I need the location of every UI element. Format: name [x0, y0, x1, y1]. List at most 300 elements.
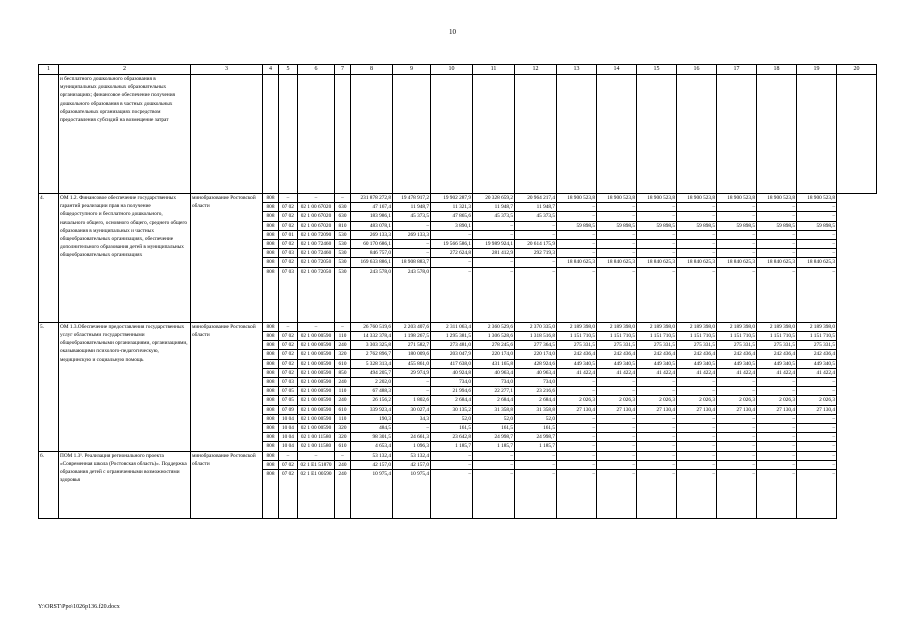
amount-cell: –	[677, 230, 717, 239]
code-cell: 810	[335, 221, 351, 230]
amount-cell: 2 189 398,0	[717, 322, 757, 331]
amount-cell: –	[557, 470, 597, 519]
code-cell: 808	[263, 396, 279, 405]
column-number: 13	[557, 65, 597, 75]
column-number: 10	[431, 65, 473, 75]
amount-cell: 734,0	[515, 378, 557, 387]
amount-cell: 5 328 313,4	[351, 359, 393, 368]
amount-cell: 428 924,6	[515, 359, 557, 368]
amount-cell: 41 422,4	[597, 368, 637, 377]
amount-cell: –	[677, 267, 717, 322]
amount-cell: 40 963,4	[473, 368, 515, 377]
amount-cell: –	[757, 249, 797, 258]
code-cell: –	[279, 322, 298, 331]
amount-cell: –	[637, 414, 677, 423]
code-cell: 07 02	[279, 258, 298, 267]
code-cell: 808	[263, 387, 279, 396]
amount-cell: –	[557, 433, 597, 442]
executor: минобразование Ростовской области	[191, 194, 263, 323]
amount-cell: 47 167,4	[351, 203, 393, 212]
amount-cell: 494 205,7	[351, 368, 393, 377]
code-cell: 610	[335, 359, 351, 368]
amount-cell: 243 578,0	[351, 267, 393, 322]
amount-cell: 19 902 287,9	[431, 194, 473, 203]
amount-cell: –	[717, 433, 757, 442]
amount-cell: –	[677, 414, 717, 423]
code-cell: 02 1 00 00590	[298, 368, 335, 377]
amount-cell: 449 340,5	[597, 359, 637, 368]
amount-cell: –	[473, 470, 515, 519]
amount-cell: –	[677, 212, 717, 221]
amount-cell: –	[677, 378, 717, 387]
code-cell: 808	[263, 359, 279, 368]
amount-cell: 4 653,4	[351, 442, 393, 451]
amount-cell: 269 133,3	[351, 230, 393, 239]
empty-cell	[837, 75, 877, 194]
amount-cell: 483 078,1	[351, 221, 393, 230]
code-cell: 02 1 00 00590	[298, 341, 335, 350]
amount-cell: –	[637, 203, 677, 212]
amount-cell: 449 340,5	[717, 359, 757, 368]
amount-cell: –	[473, 230, 515, 239]
amount-cell: 2 026,3	[637, 396, 677, 405]
code-cell: 808	[263, 442, 279, 451]
code-cell: 808	[263, 322, 279, 331]
amount-cell: –	[717, 240, 757, 249]
amount-cell: –	[717, 451, 757, 460]
amount-cell: –	[677, 240, 717, 249]
amount-cell: –	[637, 442, 677, 451]
empty-cell	[717, 75, 757, 194]
amount-cell: –	[557, 424, 597, 433]
code-cell: 02 1 00 00590	[298, 378, 335, 387]
code-cell: 530	[335, 267, 351, 322]
amount-cell: 18 840 625,3	[717, 258, 757, 267]
amount-cell: 734,0	[431, 378, 473, 387]
amount-cell: 52,0	[431, 414, 473, 423]
amount-cell: –	[757, 414, 797, 423]
amount-cell: 281 412,9	[473, 249, 515, 258]
code-cell: 530	[335, 230, 351, 239]
amount-cell: –	[473, 267, 515, 322]
amount-cell: –	[637, 433, 677, 442]
amount-cell: 2 762 896,7	[351, 350, 393, 359]
amount-cell: –	[717, 249, 757, 258]
amount-cell: –	[757, 267, 797, 322]
amount-cell: 2 684,4	[473, 396, 515, 405]
amount-cell: –	[797, 433, 837, 442]
amount-cell: –	[597, 240, 637, 249]
code-cell: 808	[263, 451, 279, 460]
code-cell: 808	[263, 194, 279, 203]
amount-cell: 242 436,4	[677, 350, 717, 359]
code-cell: 808	[263, 240, 279, 249]
amount-cell: 2 189 398,0	[677, 322, 717, 331]
code-cell: 808	[263, 368, 279, 377]
amount-cell: –	[515, 267, 557, 322]
amount-cell: –	[717, 387, 757, 396]
amount-cell: 30 027,4	[393, 405, 431, 414]
amount-cell: 1 151 710,5	[677, 332, 717, 341]
amount-cell: 27 130,4	[557, 405, 597, 414]
footer-path: Y:\ORST\Ppo\1026p136.f20.docx	[38, 604, 120, 610]
amount-cell: 45 373,5	[393, 212, 431, 221]
amount-cell: 18 900 523,8	[637, 194, 677, 203]
amount-cell: 18 840 625,3	[597, 258, 637, 267]
code-cell: –	[298, 322, 335, 331]
code-cell: 07 02	[279, 203, 298, 212]
measure-title: ОМ 1.3.Обеспечение предоставления государственных услуг областными государственными общеобразовательными организациями, организациями, оказывающими психолого-педагогическую, медицинскую и социальную помощь	[59, 322, 191, 451]
amount-cell: –	[757, 387, 797, 396]
amount-cell: –	[757, 378, 797, 387]
amount-cell: 220 174,0	[515, 350, 557, 359]
code-cell: 110	[335, 414, 351, 423]
amount-cell: –	[597, 424, 637, 433]
amount-cell: 41 422,4	[717, 368, 757, 377]
amount-cell: 11 948,7	[515, 203, 557, 212]
row-number: 4.	[39, 194, 59, 323]
empty-cell	[431, 75, 473, 194]
amount-cell: 19 478 917,2	[393, 194, 431, 203]
column-number: 16	[677, 65, 717, 75]
code-cell: 240	[335, 378, 351, 387]
amount-cell: –	[757, 240, 797, 249]
amount-cell: 98 301,5	[351, 433, 393, 442]
amount-cell: 20 328 659,2	[473, 194, 515, 203]
amount-cell: 34,3	[393, 414, 431, 423]
amount-cell: –	[393, 378, 431, 387]
amount-cell: 29 974,9	[393, 368, 431, 377]
amount-cell: –	[515, 460, 557, 469]
amount-cell: –	[557, 387, 597, 396]
amount-cell: –	[431, 267, 473, 322]
amount-cell: 27 130,4	[677, 405, 717, 414]
amount-cell: 1 096,3	[393, 442, 431, 451]
code-cell: 808	[263, 221, 279, 230]
amount-cell: 431 165,8	[473, 359, 515, 368]
amount-cell: –	[717, 203, 757, 212]
amount-cell: –	[717, 470, 757, 519]
amount-cell: 275 331,5	[717, 341, 757, 350]
amount-cell: 24 661,3	[393, 433, 431, 442]
column-number: 17	[717, 65, 757, 75]
amount-cell: –	[797, 240, 837, 249]
amount-cell: 18 840 625,3	[677, 258, 717, 267]
amount-cell: 59 898,5	[637, 221, 677, 230]
amount-cell: 18 840 625,3	[757, 258, 797, 267]
executor: минобразование Ростовской области	[191, 451, 263, 519]
amount-cell: 53 132,4	[351, 451, 393, 460]
amount-cell: –	[473, 460, 515, 469]
code-cell: 02 1 00 00590	[298, 424, 335, 433]
amount-cell: –	[637, 230, 677, 239]
amount-cell: 2 189 398,0	[557, 322, 597, 331]
amount-cell: 449 340,5	[637, 359, 677, 368]
code-cell: 808	[263, 258, 279, 267]
amount-cell: 20 614 175,9	[515, 240, 557, 249]
amount-cell: –	[393, 240, 431, 249]
amount-cell: –	[797, 470, 837, 519]
amount-cell: 2 684,4	[431, 396, 473, 405]
amount-cell: 11 321,3	[431, 203, 473, 212]
amount-cell: 455 861,0	[393, 359, 431, 368]
amount-cell: 1 151 710,5	[717, 332, 757, 341]
amount-cell: 275 331,5	[597, 341, 637, 350]
amount-cell: –	[757, 203, 797, 212]
amount-cell: 45 373,5	[473, 212, 515, 221]
code-cell: –	[335, 194, 351, 203]
amount-cell: 242 436,4	[757, 350, 797, 359]
amount-cell: –	[473, 258, 515, 267]
code-cell: 610	[335, 405, 351, 414]
code-cell: 610	[335, 442, 351, 451]
code-cell: –	[279, 194, 298, 203]
code-cell: 320	[335, 433, 351, 442]
code-cell: 10 04	[279, 433, 298, 442]
amount-cell: –	[677, 442, 717, 451]
amount-cell: –	[557, 414, 597, 423]
amount-cell: 14 332 378,4	[351, 332, 393, 341]
code-cell: 240	[335, 460, 351, 469]
code-cell: 02 1 Е1 00590	[298, 470, 335, 519]
code-cell: 02 1 00 00590	[298, 387, 335, 396]
amount-cell: –	[757, 442, 797, 451]
amount-cell: 59 898,5	[717, 221, 757, 230]
amount-cell: –	[557, 249, 597, 258]
amount-cell: 275 331,5	[677, 341, 717, 350]
amount-cell: –	[431, 451, 473, 460]
code-cell: 530	[335, 258, 351, 267]
code-cell: 808	[263, 470, 279, 519]
amount-cell: –	[431, 460, 473, 469]
column-number: 11	[473, 65, 515, 75]
amount-cell: 59 898,5	[597, 221, 637, 230]
code-cell: 808	[263, 212, 279, 221]
amount-cell: 161,5	[473, 424, 515, 433]
code-cell: 07 03	[279, 267, 298, 322]
amount-cell: –	[557, 212, 597, 221]
empty-cell	[473, 75, 515, 194]
code-cell: 07 02	[279, 212, 298, 221]
code-cell: 808	[263, 267, 279, 322]
amount-cell: 41 422,4	[557, 368, 597, 377]
code-cell: 02 1 00 72050	[298, 267, 335, 322]
amount-cell: 203 047,9	[431, 350, 473, 359]
amount-cell: –	[515, 451, 557, 460]
amount-cell: 59 898,5	[557, 221, 597, 230]
code-cell: 808	[263, 203, 279, 212]
amount-cell: –	[757, 424, 797, 433]
amount-cell: –	[677, 470, 717, 519]
amount-cell: 18 900 523,8	[677, 194, 717, 203]
amount-cell: 242 436,4	[717, 350, 757, 359]
amount-cell: 846 757,0	[351, 249, 393, 258]
amount-cell: 2 026,3	[757, 396, 797, 405]
amount-cell: 273 481,0	[431, 341, 473, 350]
amount-cell: 277 364,5	[515, 341, 557, 350]
amount-cell: 11 948,7	[393, 203, 431, 212]
amount-cell: 2 189 398,0	[797, 322, 837, 331]
amount-cell: –	[717, 212, 757, 221]
code-cell: 02 1 00 00590	[298, 414, 335, 423]
amount-cell: 47 865,6	[431, 212, 473, 221]
code-cell: –	[335, 322, 351, 331]
amount-cell: 18 900 523,8	[757, 194, 797, 203]
empty-cell	[393, 75, 431, 194]
code-cell: 07 02	[279, 332, 298, 341]
code-cell: 07 02	[279, 350, 298, 359]
column-number: 12	[515, 65, 557, 75]
amount-cell: –	[557, 451, 597, 460]
amount-cell: –	[473, 451, 515, 460]
amount-cell: 1 151 710,5	[557, 332, 597, 341]
carryover-text: и бесплатного дошкольного образования в муниципальных дошкольных образовательных организациях; финансовое обеспечение получения дошкольного образования в частных дошкольных образовательных организациях посредством предоставления субсидий на возмещение затрат	[59, 75, 191, 194]
code-cell: 630	[335, 212, 351, 221]
empty-cell	[515, 75, 557, 194]
amount-cell: –	[677, 249, 717, 258]
code-cell: 10 04	[279, 442, 298, 451]
code-cell: 808	[263, 249, 279, 258]
amount-cell: –	[515, 221, 557, 230]
code-cell: 02 1 00 00590	[298, 359, 335, 368]
amount-cell: –	[431, 230, 473, 239]
amount-cell: 53 132,4	[393, 451, 431, 460]
amount-cell: –	[637, 451, 677, 460]
amount-cell: 27 130,4	[797, 405, 837, 414]
amount-cell: 2 026,3	[797, 396, 837, 405]
amount-cell: 161,5	[515, 424, 557, 433]
amount-cell: 18 840 625,3	[637, 258, 677, 267]
code-cell: 808	[263, 460, 279, 469]
code-cell: 07 02	[279, 460, 298, 469]
amount-cell: –	[597, 267, 637, 322]
amount-cell: 59 898,5	[677, 221, 717, 230]
amount-cell: –	[797, 267, 837, 322]
code-cell: –	[335, 451, 351, 460]
amount-cell: –	[757, 451, 797, 460]
amount-cell: –	[717, 424, 757, 433]
empty-cell	[637, 75, 677, 194]
amount-cell: –	[557, 203, 597, 212]
amount-cell: –	[557, 267, 597, 322]
amount-cell: 271 582,7	[393, 341, 431, 350]
amount-cell: 1 185,7	[515, 442, 557, 451]
amount-cell: –	[637, 387, 677, 396]
amount-cell: 243 578,0	[393, 267, 431, 322]
code-cell: 808	[263, 405, 279, 414]
amount-cell: –	[797, 424, 837, 433]
code-cell: 808	[263, 341, 279, 350]
amount-cell: 40 924,8	[431, 368, 473, 377]
code-cell: 02 1 00 00590	[298, 350, 335, 359]
column-number: 7	[335, 65, 351, 75]
amount-cell: 1 151 710,5	[597, 332, 637, 341]
column-number: 19	[797, 65, 837, 75]
column-number: 8	[351, 65, 393, 75]
amount-cell: –	[637, 249, 677, 258]
code-cell: 808	[263, 433, 279, 442]
amount-cell: 275 331,5	[757, 341, 797, 350]
amount-cell: 18 900 523,8	[557, 194, 597, 203]
code-cell: 07 02	[279, 470, 298, 519]
empty-cell	[351, 75, 393, 194]
amount-cell: –	[597, 212, 637, 221]
amount-cell: 1 185,7	[431, 442, 473, 451]
amount-cell: 20 964 217,4	[515, 194, 557, 203]
amount-cell: 272 624,8	[431, 249, 473, 258]
amount-cell: 23 216,6	[515, 387, 557, 396]
column-number: 2	[59, 65, 191, 75]
code-cell: 02 1 00 11580	[298, 442, 335, 451]
amount-cell: 19 566 586,1	[431, 240, 473, 249]
amount-cell: 190,3	[351, 414, 393, 423]
code-cell: –	[279, 451, 298, 460]
amount-cell: 183 986,1	[351, 212, 393, 221]
code-cell: 110	[335, 387, 351, 396]
amount-cell: 275 331,5	[557, 341, 597, 350]
amount-cell: 18 840 625,3	[797, 258, 837, 267]
amount-cell: –	[717, 378, 757, 387]
code-cell: 808	[263, 414, 279, 423]
amount-cell: 231 878 272,8	[351, 194, 393, 203]
empty-cell	[191, 75, 263, 194]
amount-cell: 45 373,5	[515, 212, 557, 221]
row-number: 6.	[39, 451, 59, 519]
amount-cell: –	[797, 378, 837, 387]
amount-cell: –	[431, 258, 473, 267]
amount-cell: –	[677, 424, 717, 433]
empty-cell	[335, 75, 351, 194]
amount-cell: –	[797, 203, 837, 212]
amount-cell: –	[637, 470, 677, 519]
amount-cell: –	[677, 433, 717, 442]
code-cell: 07 02	[279, 341, 298, 350]
amount-cell: –	[717, 460, 757, 469]
amount-cell: –	[757, 470, 797, 519]
amount-cell: 40 963,4	[515, 368, 557, 377]
amount-cell: 2 026,3	[557, 396, 597, 405]
amount-cell: –	[797, 212, 837, 221]
amount-cell: 26 156,2	[351, 396, 393, 405]
amount-cell: 67 488,3	[351, 387, 393, 396]
amount-cell: 2 026,3	[717, 396, 757, 405]
amount-cell: 41 422,4	[637, 368, 677, 377]
amount-cell: 18 900 523,8	[597, 194, 637, 203]
table-row	[39, 451, 877, 460]
amount-cell: 59 898,5	[797, 221, 837, 230]
table-row	[39, 322, 877, 331]
amount-cell: 27 130,4	[637, 405, 677, 414]
amount-cell: 1 802,6	[393, 396, 431, 405]
amount-cell: –	[757, 433, 797, 442]
amount-cell: –	[473, 221, 515, 230]
amount-cell: –	[393, 249, 431, 258]
amount-cell: 2 203 407,6	[393, 322, 431, 331]
amount-cell: –	[597, 442, 637, 451]
amount-cell: –	[597, 414, 637, 423]
empty-cell	[757, 75, 797, 194]
amount-cell: 27 130,4	[717, 405, 757, 414]
amount-cell: –	[677, 460, 717, 469]
code-cell: 02 1 00 72460	[298, 240, 335, 249]
amount-cell: 24 998,7	[515, 433, 557, 442]
amount-cell: –	[557, 240, 597, 249]
amount-cell: 2 026,3	[677, 396, 717, 405]
code-cell: 02 1 00 00590	[298, 405, 335, 414]
code-cell: 02 1 Е1 51870	[298, 460, 335, 469]
amount-cell: 242 436,4	[637, 350, 677, 359]
code-cell: 07 02	[279, 359, 298, 368]
